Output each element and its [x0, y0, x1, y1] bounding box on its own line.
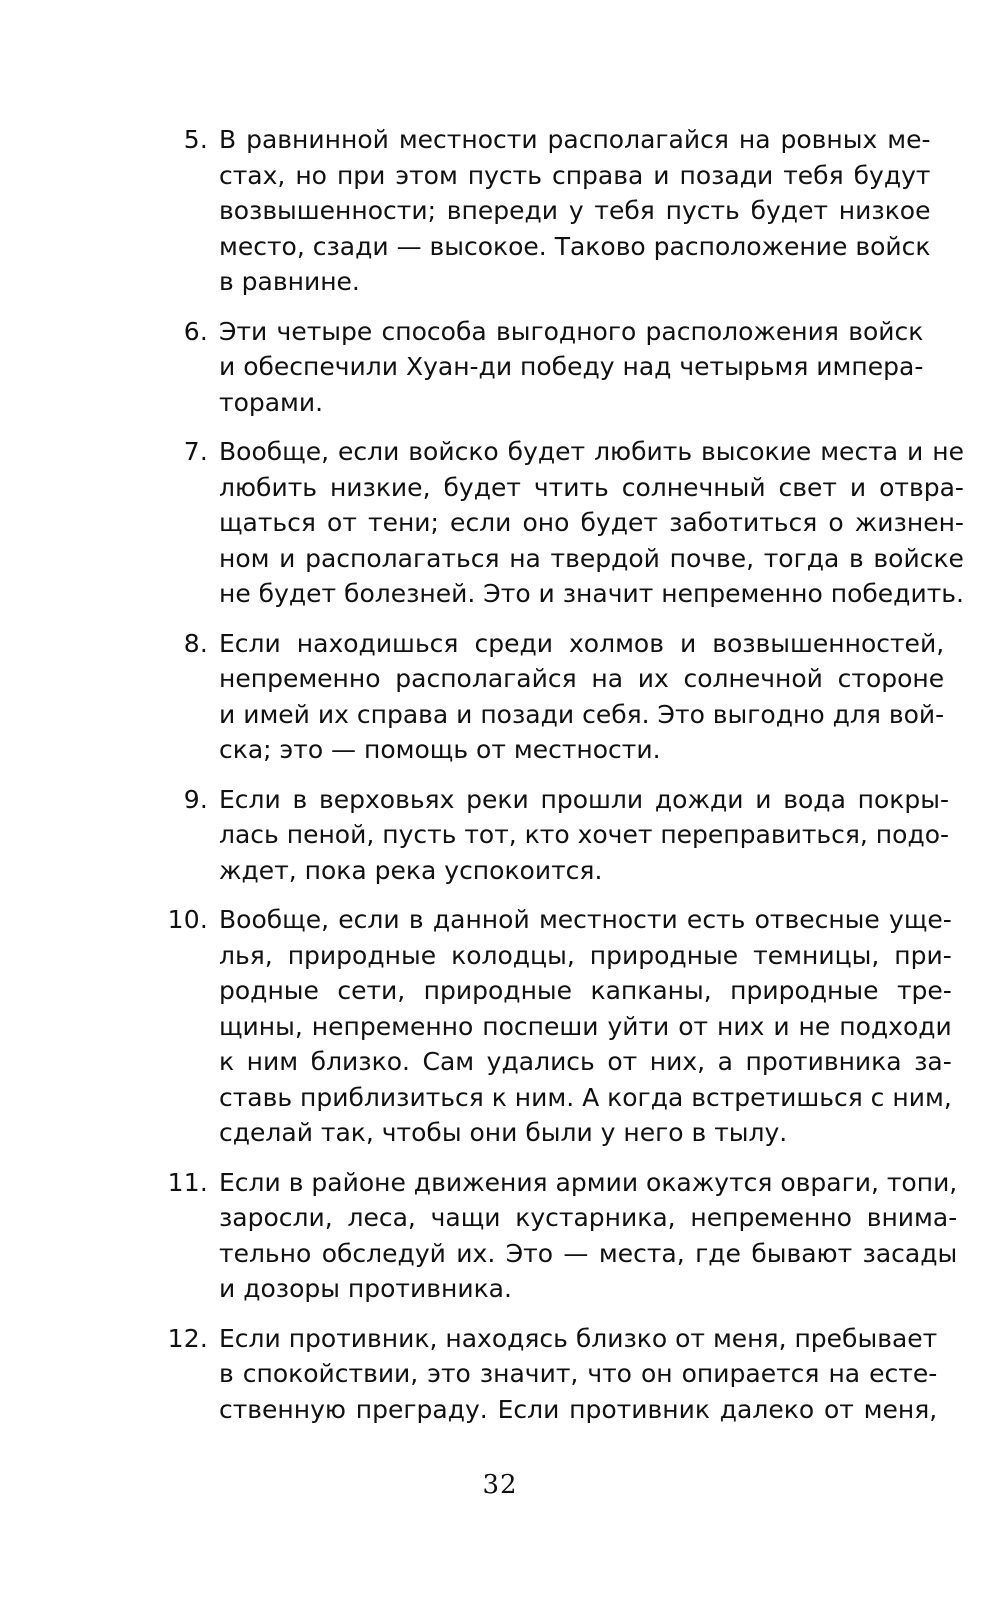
text-line: и дозоры противника.	[219, 1274, 512, 1303]
text-line: сделай так, чтобы они были у него в тылу.	[219, 1118, 788, 1147]
text-line: торами.	[219, 387, 324, 417]
item-number: 9.	[183, 784, 208, 814]
item-text	[219, 902, 952, 1151]
text-line: щины, непременно поспеши уйти от них и не подходи	[219, 1011, 952, 1041]
item-text	[219, 434, 964, 612]
text-line: стах, но при этом пусть справа и позади тебя будут	[219, 160, 931, 190]
text-line: Если противник, находясь близко от меня, пребывает	[219, 1323, 938, 1353]
text-line: в спокойствии, это значит, что он опирается на есте-	[219, 1359, 938, 1388]
text-line: и имей их справа и позади себя. Это выгодно для вой-	[219, 699, 945, 729]
text-line: возвышенности; впереди у тебя пусть будет низкое	[219, 196, 931, 225]
page-number: 32	[482, 1470, 518, 1500]
text-line: Если находишься среди холмов и возвышенностей,	[219, 628, 945, 658]
text-line: и обеспечили Хуан-ди победу над четырьмя импера-	[219, 352, 924, 381]
text-line: к ним близко. Сам удались от них, а противника за-	[219, 1047, 952, 1076]
text-line: в равнине.	[219, 267, 360, 296]
list-item	[160, 902, 952, 1151]
item-text	[219, 1321, 937, 1428]
text-line: Вообще, если в данной местности есть отвесные уще-	[219, 905, 952, 934]
text-line: Эти четыре способа выгодного расположения войск	[219, 316, 924, 346]
text-line: родные сети, природные капканы, природные тре-	[219, 976, 952, 1005]
item-number: 10.	[167, 905, 208, 934]
text-line: Если в районе движения армии окажутся овраги, топи,	[219, 1167, 958, 1197]
list-item	[160, 122, 931, 300]
text-line: ска; это — помощь от местности.	[219, 735, 661, 764]
text-line: лась пеной, пусть тот, кто хочет переправиться, подо-	[219, 820, 950, 849]
item-number: 11.	[167, 1167, 208, 1197]
text-line: место, сзади — высокое. Таково расположение войск	[219, 231, 931, 261]
item-number: 5.	[183, 125, 208, 154]
item-text	[219, 314, 923, 421]
item-number: 6.	[183, 316, 208, 346]
text-line: не будет болезней. Это и значит непременно победить.	[219, 579, 964, 608]
text-line: ственную преграду. Если противник далеко от меня,	[219, 1394, 938, 1424]
list-item	[160, 1321, 938, 1428]
list-item	[160, 782, 950, 889]
item-number: 7.	[183, 437, 208, 466]
item-text	[219, 782, 949, 889]
text-line: тельно обследуй их. Это — места, где бывают засады	[219, 1238, 958, 1268]
item-text	[219, 1165, 957, 1307]
text-line: любить низкие, будет чтить солнечный свет и отвра-	[219, 472, 964, 502]
text-line: Вообще, если войско будет любить высокие места и не	[219, 437, 964, 466]
text-line: заросли, леса, чащи кустарника, непременно внима-	[219, 1203, 958, 1232]
text-line: В равнинной местности располагайся на ровных ме-	[219, 125, 931, 154]
item-text	[219, 626, 944, 768]
text-line: Если в верховьях реки прошли дожди и вода покры-	[219, 784, 950, 814]
list-item	[160, 1165, 958, 1307]
item-number: 8.	[183, 628, 208, 658]
text-line: ставь приблизиться к ним. А когда встретишься с ним,	[219, 1082, 952, 1112]
item-number: 12.	[167, 1323, 208, 1353]
text-line: лья, природные колодцы, природные темницы, при-	[219, 940, 952, 970]
text-line: непременно располагайся на их солнечной стороне	[219, 664, 945, 693]
numbered-list	[160, 122, 964, 1441]
text-line: ном и располагаться на твердой почве, тогда в войске	[219, 543, 964, 573]
list-item	[160, 314, 924, 421]
item-text	[219, 122, 930, 300]
text-line: ждет, пока река успокоится.	[219, 855, 603, 885]
list-item	[160, 626, 945, 768]
list-item	[160, 434, 964, 612]
text-line: щаться от тени; если оно будет заботиться о жизнен-	[219, 508, 964, 537]
